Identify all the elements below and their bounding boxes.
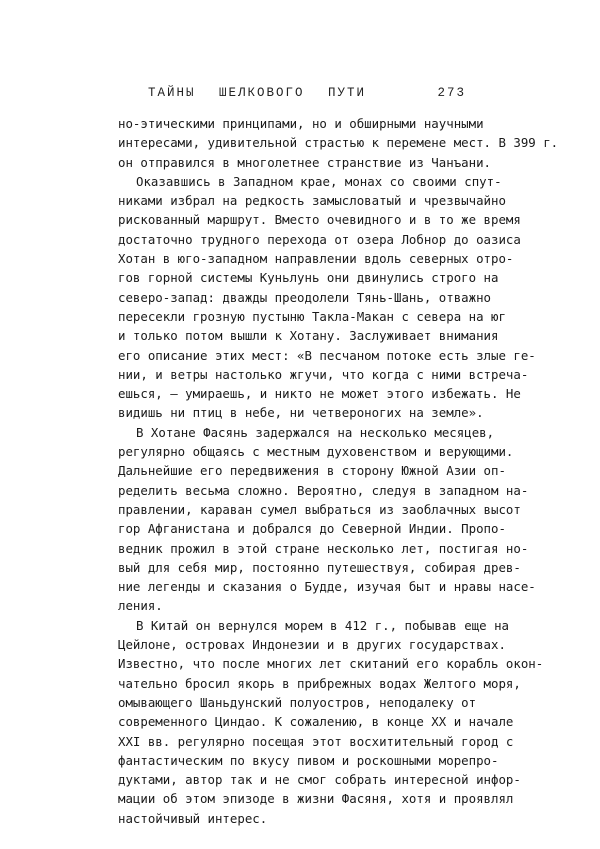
paragraph bbox=[118, 114, 559, 172]
text-line: рискованный маршрут. Вместо очевидного и в то же время bbox=[118, 212, 521, 228]
text-line: северо-запад: дважды преодолели Тянь-Шань, отважно bbox=[118, 289, 491, 305]
text-line: нии, и ветры настолько жгучи, что когда с ними встреча- bbox=[118, 366, 529, 382]
text-line: Дальнейшие его передвижения в сторону Южной Азии оп- bbox=[118, 463, 506, 479]
text-line: гор Афганистана и добрался до Северной Индии. Пропо- bbox=[118, 521, 506, 537]
text-line: пересекли грозную пустыню Такла-Макан с севера на юг bbox=[118, 308, 506, 324]
text-line: гов горной системы Куньлунь они двинулись строго на bbox=[118, 270, 499, 286]
text-line: современного Циндао. К сожалению, в конце XX и начале bbox=[118, 714, 514, 730]
text-line: омывающего Шаньдунский полуостров, неподалеку от bbox=[118, 694, 477, 710]
paragraph bbox=[118, 423, 536, 616]
text-line: интересами, удивительной страстью к перемене мест. В 399 г. bbox=[118, 135, 559, 151]
text-line: и только потом вышли к Хотану. Заслуживает внимания bbox=[118, 328, 499, 344]
text-line: Хотан в юго-западном направлении вдоль северных отро- bbox=[118, 251, 514, 267]
page-number: 273 bbox=[437, 86, 466, 100]
running-head bbox=[148, 86, 466, 102]
paragraph bbox=[118, 616, 544, 828]
text-line: ешься, — умираешь, и никто не может этого избежать. Не bbox=[118, 386, 521, 402]
text-line: Оказавшись в Западном крае, монах со своими спут- bbox=[136, 173, 502, 189]
text-line: его описание этих мест: «В песчаном потоке есть злые ге- bbox=[118, 347, 536, 363]
text-line: фантастическим по вкусу пивом и роскошными морепро- bbox=[118, 752, 499, 768]
text-line: никами избрал на редкость замысловатый и чрезвычайно bbox=[118, 193, 506, 209]
text-line: чательно бросил якорь в прибрежных водах Желтого моря, bbox=[118, 675, 521, 691]
text-line: Известно, что после многих лет скитаний его корабль окон- bbox=[118, 656, 544, 672]
text-line: мации об этом эпизоде в жизни Фасяня, хотя и проявлял bbox=[118, 791, 514, 807]
text-line: он отправился в многолетнее странствие из Чанъани. bbox=[118, 154, 491, 170]
text-line: настойчивый интерес. bbox=[118, 810, 268, 826]
text-line: достаточно трудного перехода от озера Лобнор до оазиса bbox=[118, 231, 521, 247]
text-line: дуктами, автор так и не смог собрать интересной инфор- bbox=[118, 772, 521, 788]
text-line: видишь ни птиц в небе, ни четвероногих на земле». bbox=[118, 405, 484, 421]
paragraph bbox=[118, 172, 536, 423]
text-line: Цейлоне, островах Индонезии и в других государствах. bbox=[118, 637, 506, 653]
text-line: ределить весьма сложно. Вероятно, следуя в западном на- bbox=[118, 482, 529, 498]
text-line: но-этическими принципами, но и обширными научными bbox=[118, 116, 484, 131]
text-line: В Китай он вернулся морем в 412 г., побывав еще на bbox=[136, 617, 509, 633]
text-line: правлении, караван сумел выбраться из заоблачных высот bbox=[118, 501, 521, 517]
running-head-title: ТАЙНЫ ШЕЛКОВОГО ПУТИ bbox=[148, 86, 367, 100]
text-line: ведник прожил в этой стране несколько лет, постигая но- bbox=[118, 540, 529, 556]
text-line: В Хотане Фасянь задержался на несколько месяцев, bbox=[136, 424, 495, 440]
text-line: XXI вв. регулярно посещая этот восхитительный город с bbox=[118, 733, 514, 749]
text-line: регулярно общаясь с местным духовенством и верующими. bbox=[118, 444, 514, 460]
body-text bbox=[118, 114, 559, 828]
text-line: ние легенды и сказания о Будде, изучая быт и нравы насе- bbox=[118, 579, 536, 595]
text-line: вый для себя мир, постоянно путешествуя, собирая древ- bbox=[118, 559, 521, 575]
text-line: ления. bbox=[118, 598, 163, 614]
